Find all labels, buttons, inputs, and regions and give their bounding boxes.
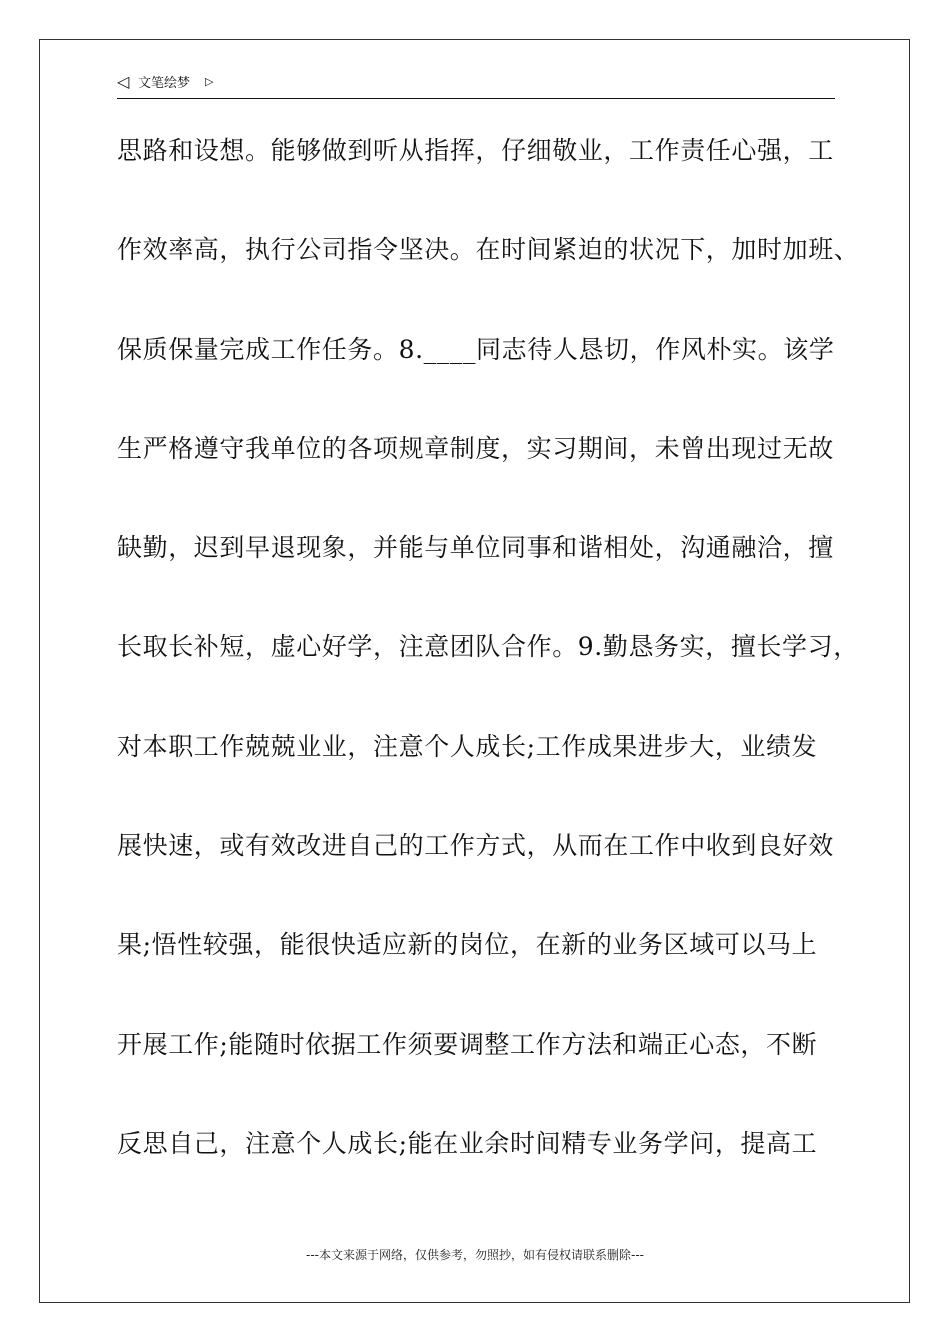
body-line: 果;悟性较强，能很快适应新的岗位，在新的业务区域可以马上	[117, 930, 818, 960]
body-line: 反思自己，注意个人成长;能在业余时间精专业务学问，提高工	[117, 1128, 818, 1158]
body-line: 缺勤，迟到早退现象，并能与单位同事和谐相处，沟通融洽，擅	[117, 533, 834, 563]
body-line: 长取长补短，虚心好学，注意团队合作。9.勤恳务实，擅长学习，	[117, 632, 859, 662]
body-line: 对本职工作兢兢业业，注意个人成长;工作成果进步大，业绩发	[117, 731, 818, 761]
brand-title: 文笔绘梦	[138, 76, 191, 91]
body-line: 作效率高，执行公司指令坚决。在时间紧迫的状况下，加时加班、	[117, 235, 860, 265]
page-header	[117, 72, 835, 99]
page-footer: ---本文来源于网络，仅供参考，勿照抄，如有侵权请联系删除---	[306, 1248, 644, 1262]
body-line: 展快速，或有效改进自己的工作方式，从而在工作中收到良好效	[117, 831, 834, 861]
document-body	[117, 130, 860, 1222]
body-line: 思路和设想。能够做到听从指挥，仔细敬业，工作责任心强，工	[117, 136, 834, 165]
left-triangle-icon: ◁	[117, 72, 130, 91]
right-triangle-icon: ▷	[205, 75, 214, 88]
body-line: 保质保量完成工作任务。8.____同志待人恳切，作风朴实。该学	[117, 334, 835, 364]
body-line: 生严格遵守我单位的各项规章制度，实习期间，未曾出现过无故	[117, 433, 834, 463]
body-line: 开展工作;能随时依据工作须要调整工作方法和端正心态，不断	[117, 1029, 818, 1059]
